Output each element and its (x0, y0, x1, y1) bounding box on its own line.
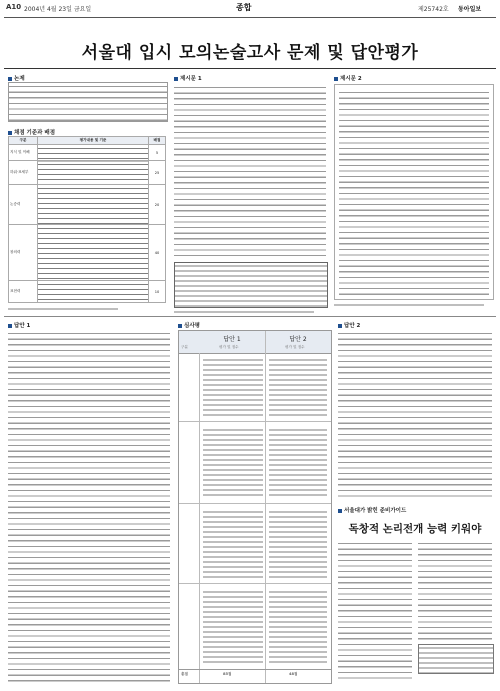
criteria-row-label: 하위·표세부 (9, 161, 38, 185)
answer1-heading: 답안 1 (8, 321, 30, 329)
review-col-answer1: 답안 1 (223, 336, 241, 343)
review-table-header (179, 331, 331, 354)
review-answer2-block (269, 357, 327, 417)
review-sub-label: 평가 및 점수 (219, 345, 239, 349)
passage1-text (174, 84, 326, 260)
review-answer2-block (269, 509, 327, 579)
criteria-row (9, 185, 166, 225)
review-answer1-block (203, 357, 263, 417)
review-col-divider-2 (265, 331, 266, 683)
criteria-row (9, 281, 166, 303)
review-row-divider (179, 583, 331, 584)
criteria-row-detail (38, 185, 149, 225)
review-answer2-block (269, 589, 327, 665)
issue-text-box (8, 82, 168, 122)
criteria-header-row (9, 137, 166, 145)
passage1-quote-box (174, 262, 328, 308)
criteria-footnote (8, 306, 118, 310)
review-row-label: 구분 (181, 345, 188, 349)
criteria-row (9, 161, 166, 185)
review-answer1-block (203, 427, 263, 499)
criteria-row (9, 145, 166, 161)
criteria-row-label: 논증력 (9, 185, 38, 225)
criteria-row-score: 10 (149, 281, 166, 303)
guide-heading: 서울대가 밝힌 준비가이드 (338, 506, 406, 514)
guide-headline: 독창적 논리전개 능력 키워야 (348, 523, 482, 535)
guide-contact-box (418, 644, 494, 674)
criteria-row-detail (38, 225, 149, 281)
criteria-row-label: 창의력 (9, 225, 38, 281)
headline-rule (4, 68, 496, 69)
review-total-label: 총점 (181, 672, 188, 676)
issue-section-heading: 논제 (8, 74, 25, 82)
section-name: 종합 (236, 3, 252, 12)
criteria-row-detail (38, 161, 149, 185)
guide-text-col1 (338, 540, 412, 682)
criteria-col-score: 배점 (149, 137, 166, 145)
criteria-row-score: 20 (149, 185, 166, 225)
review-col-divider (199, 353, 200, 683)
criteria-row-label: 표현력 (9, 281, 38, 303)
criteria-section-heading: 채점 기준과 배점 (8, 128, 55, 136)
header-rule (4, 17, 496, 18)
section-divider (4, 316, 496, 317)
publication-date: 2004년 4월 23일 금요일 (24, 6, 92, 13)
criteria-col-content: 평가내용 및 기준 (38, 137, 149, 145)
review-answer1-block (203, 509, 263, 579)
review-heading: 심사평 (178, 321, 200, 329)
criteria-row (9, 225, 166, 281)
passage2-source (334, 302, 484, 306)
criteria-col-category: 구분 (9, 137, 38, 145)
review-sub-label-2: 평가 및 점수 (285, 345, 305, 349)
review-total-divider (179, 669, 331, 670)
passage1-source (174, 309, 314, 313)
review-col-answer2: 답안 2 (289, 336, 307, 343)
answer2-text (338, 330, 492, 500)
criteria-row-detail (38, 281, 149, 303)
passage1-heading: 제시문 1 (174, 74, 202, 82)
passage2-text (339, 89, 489, 295)
criteria-table (8, 136, 166, 303)
criteria-row-label: 지식 및 이해 (9, 145, 38, 161)
guide-text-col2 (418, 540, 492, 640)
criteria-row-detail (38, 145, 149, 161)
criteria-row-score: 40 (149, 225, 166, 281)
review-total-answer2: 48점 (289, 672, 298, 676)
answer1-text (8, 330, 170, 682)
page-headline: 서울대 입시 모의논술고사 문제 및 답안평가 (81, 43, 419, 63)
criteria-row-score: 5 (149, 145, 166, 161)
page-header (0, 0, 500, 16)
passage2-heading: 제시문 2 (334, 74, 362, 82)
answer2-heading: 답안 2 (338, 321, 360, 329)
review-row-divider (179, 421, 331, 422)
review-row-divider (179, 503, 331, 504)
page-number: A10 (6, 3, 22, 11)
review-total-answer1: 85점 (223, 672, 232, 676)
passage2-box (334, 84, 494, 300)
review-table (178, 330, 332, 684)
paper-name: 동아일보 (458, 6, 482, 13)
review-answer2-block (269, 427, 327, 499)
criteria-row-score: 25 (149, 161, 166, 185)
issue-number: 제25742호 (418, 6, 449, 13)
guide-heading-bar (338, 514, 492, 517)
review-answer1-block (203, 589, 263, 665)
